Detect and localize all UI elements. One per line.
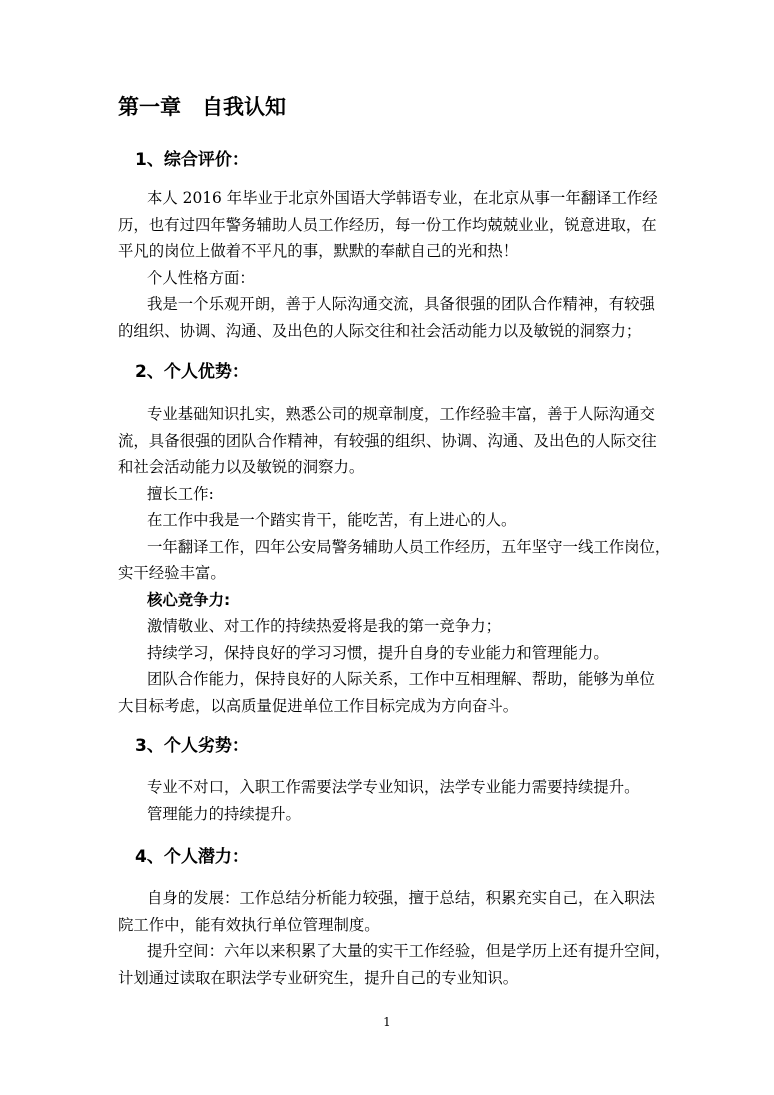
paragraph [118,885,718,938]
subheading-core-competitiveness: 核心竞争力: [147,590,231,609]
body-line: 擅长工作: [147,484,214,503]
body-line: 院工作中，能有效执行单位管理制度。 [118,915,380,934]
chapter-title: 第一章 自我认知 [118,95,286,119]
paragraph [118,291,718,344]
section-body-comprehensive-evaluation [118,185,718,344]
body-line: 在工作中我是一个踏实肯干，能吃苦，有上进心的人。 [147,511,517,529]
body-line: 大目标考虑，以高质量促进单位工作目标完成为方向奋斗。 [118,696,519,715]
page-number: 1 [383,1015,391,1029]
body-line: 我是一个乐观开朗，善于人际沟通交流，具备很强的团队合作精神，有较强 [147,295,655,313]
body-line: 个人性格方面： [147,268,255,287]
body-line: 自身的发展：工作总结分析能力较强，擅于总结，积累充实自己，在入职法 [147,889,655,907]
section-body-personal-potential [118,885,718,991]
body-line: 实干经验丰富。 [118,564,226,582]
paragraph [118,774,718,801]
section-heading-personal-strengths: 2、个人优势： [135,362,249,382]
paragraph [118,938,718,991]
paragraph [118,481,718,508]
body-line: 专业基础知识扎实，熟悉公司的规章制度，工作经验丰富，善于人际沟通交 [147,405,655,423]
paragraph [118,185,718,265]
body-line: 提升空间：六年以来积累了大量的实干工作经验，但是学历上还有提升空间， [147,942,671,960]
body-line: 本人 2016 年毕业于北京外国语大学韩语专业，在北京从事一年翻译工作经 [147,189,658,207]
section-heading-comprehensive-evaluation: 1、综合评价： [135,150,249,170]
body-line: 和社会活动能力以及敏锐的洞察力。 [118,458,365,476]
paragraph [118,534,718,587]
body-line: 一年翻译工作，四年公安局警务辅助人员工作经历，五年坚守一线工作岗位， [147,537,671,556]
section-body-personal-weaknesses [118,774,718,827]
paragraph [118,587,718,614]
body-line: 流，具备很强的团队合作精神，有较强的组织、协调、沟通、及出色的人际交往 [118,431,657,450]
body-line: 团队合作能力，保持良好的人际关系，工作中互相理解、帮助，能够为单位 [147,670,655,688]
section-body-personal-strengths [118,401,718,719]
body-line: 计划通过读取在职法学专业研究生，提升自己的专业知识。 [118,968,519,987]
section-heading-personal-weaknesses: 3、个人劣势： [135,736,249,756]
section-heading-personal-potential: 4、个人潜力： [135,847,249,867]
paragraph [118,640,718,667]
body-line: 平凡的岗位上做着不平凡的事，默默的奉献自己的光和热！ [118,242,519,260]
paragraph [118,507,718,534]
paragraph [118,401,718,481]
paragraph [118,666,718,719]
body-line: 持续学习，保持良好的学习习惯，提升自身的专业能力和管理能力。 [147,643,609,662]
paragraph [118,613,718,640]
body-line: 的组织、协调、沟通、及出色的人际交往和社会活动能力以及敏锐的洞察力； [118,321,642,340]
paragraph [118,801,718,828]
body-line: 管理能力的持续提升。 [147,804,301,823]
body-line: 专业不对口，入职工作需要法学专业知识，法学专业能力需要持续提升。 [147,778,640,796]
body-line: 历，也有过四年警务辅助人员工作经历，每一份工作均兢兢业业，锐意进取，在 [118,215,657,234]
body-line: 激情敬业、对工作的持续热爱将是我的第一竞争力； [147,617,501,635]
paragraph [118,265,718,292]
